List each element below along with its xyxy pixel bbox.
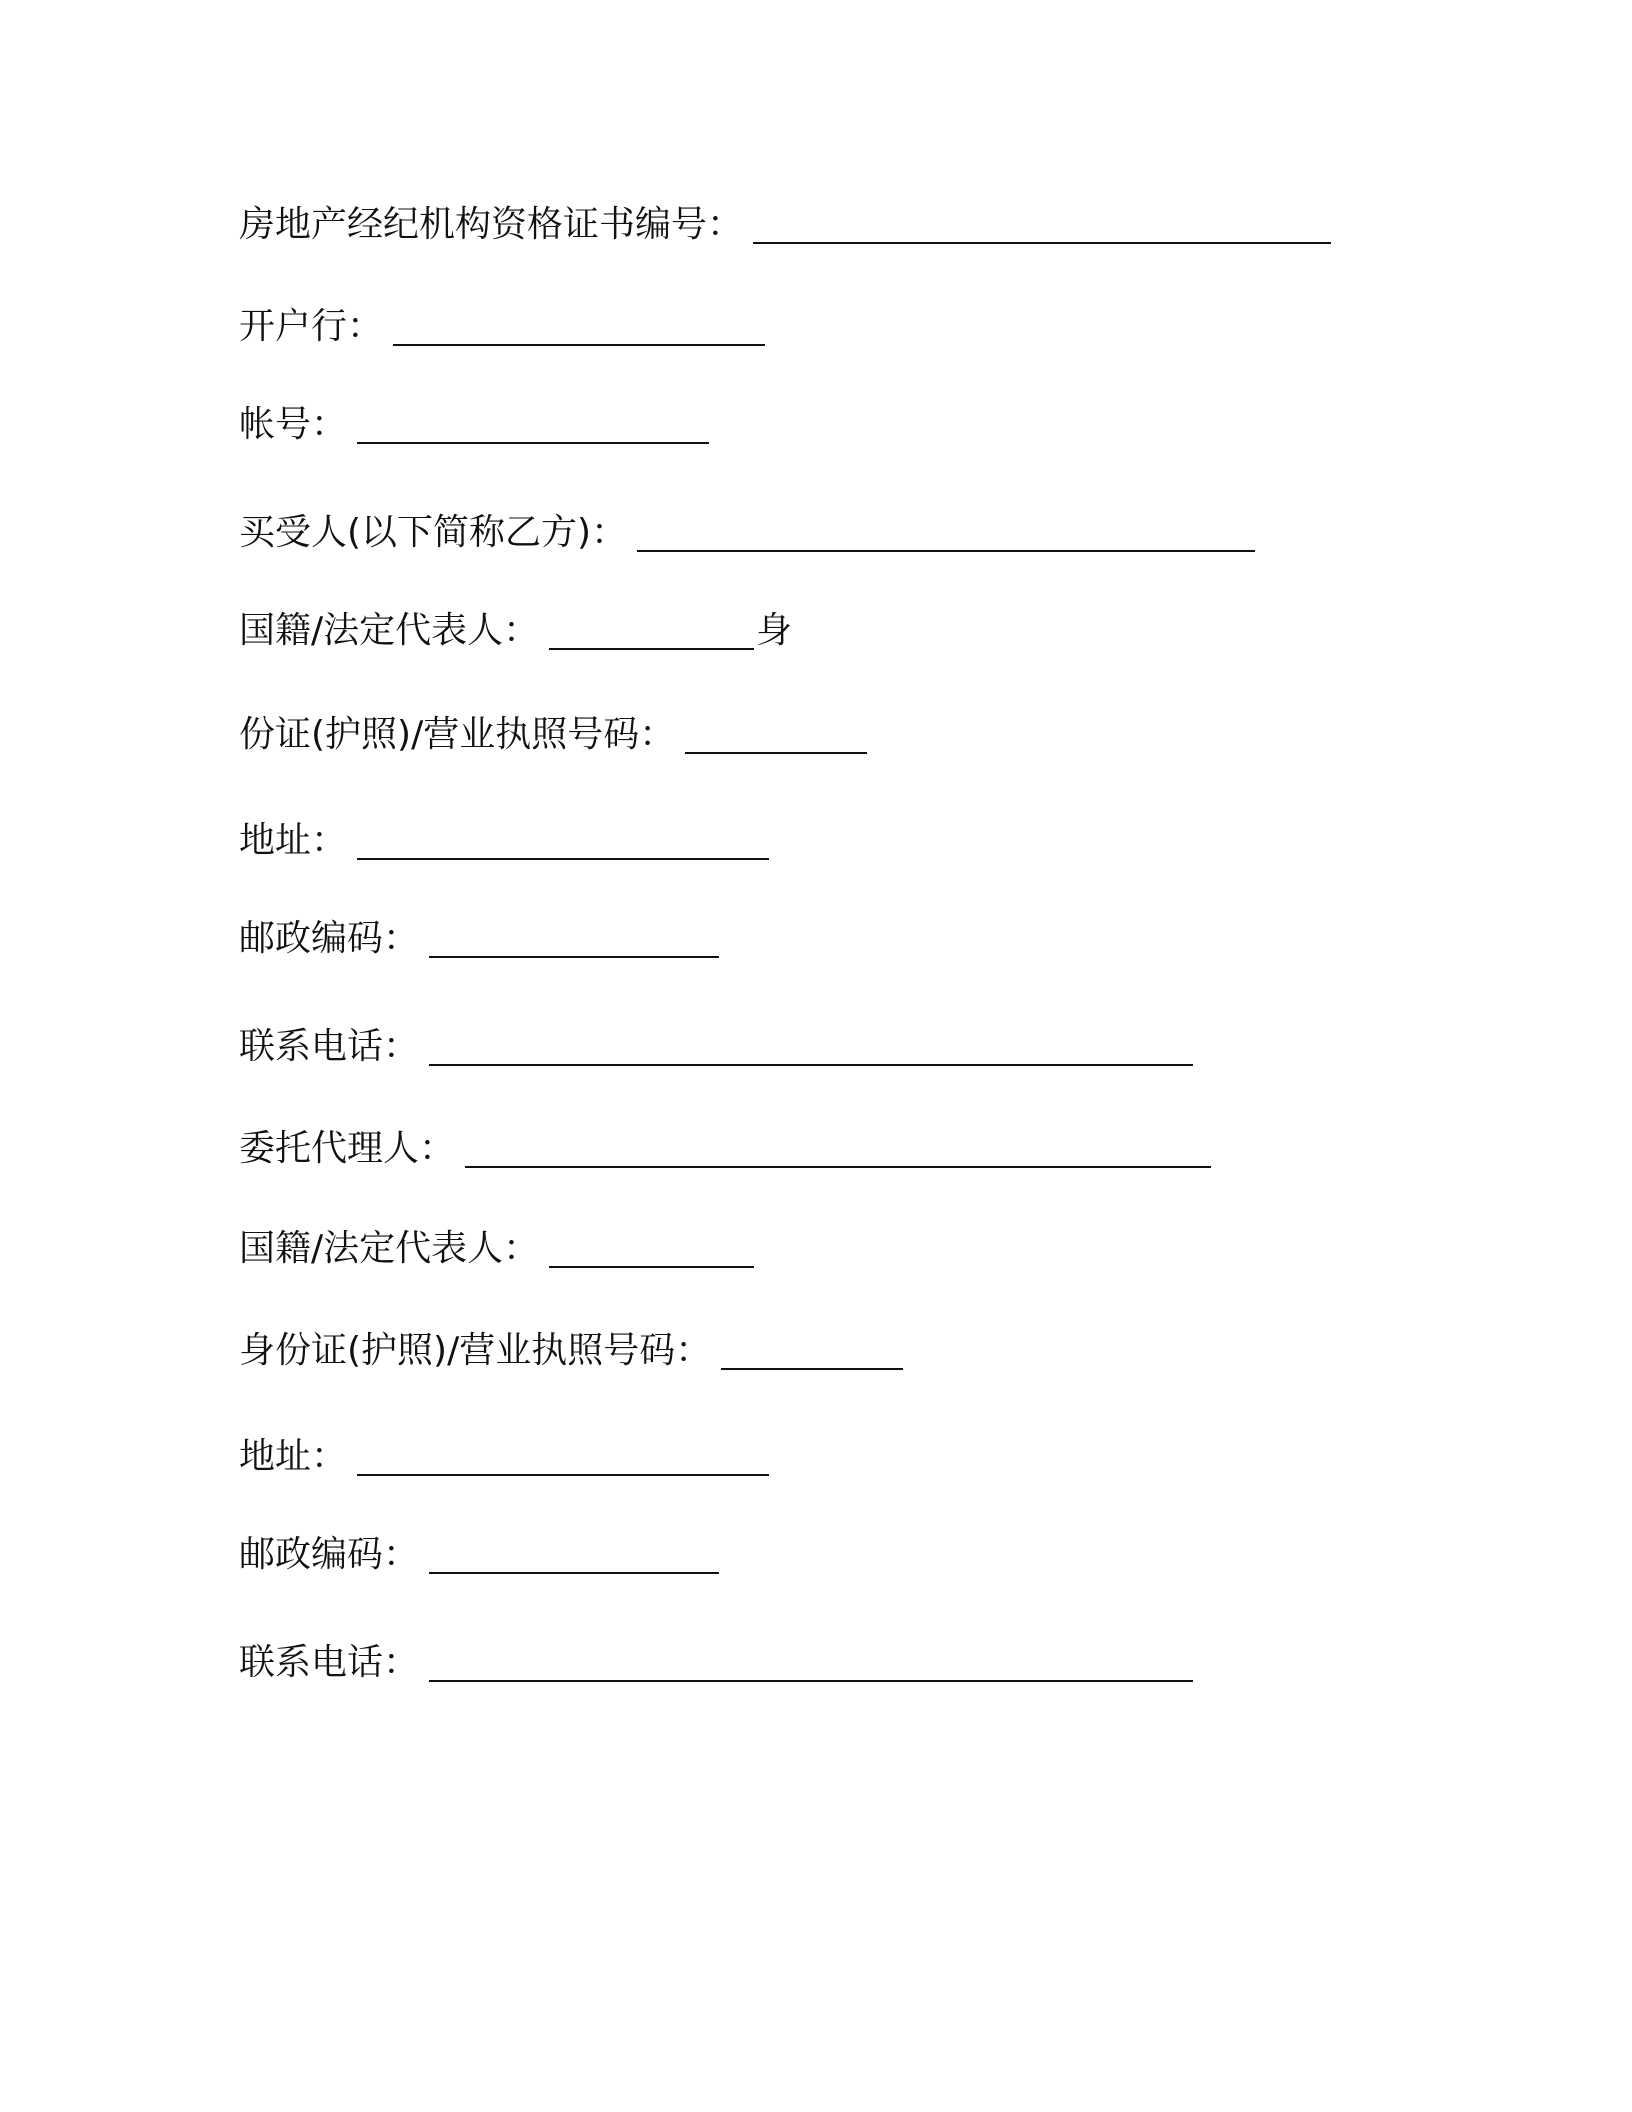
field-agent-nationality-representative	[239, 1222, 754, 1272]
field-label: 买受人(以下简称乙方)：	[239, 512, 628, 553]
field-buyer-id-number	[239, 708, 867, 758]
fill-in-blank[interactable]	[357, 1434, 769, 1476]
field-suffix: 身	[756, 610, 793, 651]
fill-in-blank[interactable]	[357, 818, 769, 860]
field-label: 联系电话：	[239, 1642, 420, 1683]
fill-in-blank[interactable]	[549, 1226, 754, 1268]
fill-in-blank[interactable]	[393, 304, 765, 346]
field-buyer	[239, 506, 1255, 556]
field-label: 国籍/法定代表人：	[239, 610, 540, 651]
field-label: 国籍/法定代表人：	[239, 1228, 540, 1269]
field-label: 身份证(护照)/营业执照号码：	[239, 1330, 712, 1371]
field-label: 帐号：	[239, 404, 348, 445]
field-account-number	[239, 398, 709, 448]
field-buyer-address	[239, 814, 769, 864]
field-agent-id-number	[239, 1324, 903, 1374]
field-label: 份证(护照)/营业执照号码：	[239, 714, 676, 755]
fill-in-blank[interactable]	[465, 1126, 1211, 1168]
field-label: 联系电话：	[239, 1026, 420, 1067]
fill-in-blank[interactable]	[549, 608, 754, 650]
field-agent-address	[239, 1430, 769, 1480]
field-buyer-phone	[239, 1020, 1193, 1070]
fill-in-blank[interactable]	[429, 916, 719, 958]
field-label: 房地产经纪机构资格证书编号：	[239, 204, 744, 245]
field-label: 开户行：	[239, 306, 384, 347]
fill-in-blank[interactable]	[753, 202, 1331, 244]
field-agent	[239, 1122, 1211, 1172]
field-broker-license-number	[239, 198, 1331, 248]
fill-in-blank[interactable]	[357, 402, 709, 444]
field-buyer-nationality-representative	[239, 604, 792, 654]
fill-in-blank[interactable]	[685, 712, 867, 754]
fill-in-blank[interactable]	[637, 510, 1255, 552]
fill-in-blank[interactable]	[429, 1024, 1193, 1066]
field-agent-phone	[239, 1636, 1193, 1686]
field-label: 地址：	[239, 820, 348, 861]
field-agent-postal-code	[239, 1528, 719, 1578]
field-label: 委托代理人：	[239, 1128, 456, 1169]
field-bank	[239, 300, 765, 350]
field-label: 邮政编码：	[239, 918, 420, 959]
field-label: 地址：	[239, 1436, 348, 1477]
fill-in-blank[interactable]	[721, 1328, 903, 1370]
fill-in-blank[interactable]	[429, 1532, 719, 1574]
field-label: 邮政编码：	[239, 1534, 420, 1575]
fill-in-blank[interactable]	[429, 1640, 1193, 1682]
field-buyer-postal-code	[239, 912, 719, 962]
